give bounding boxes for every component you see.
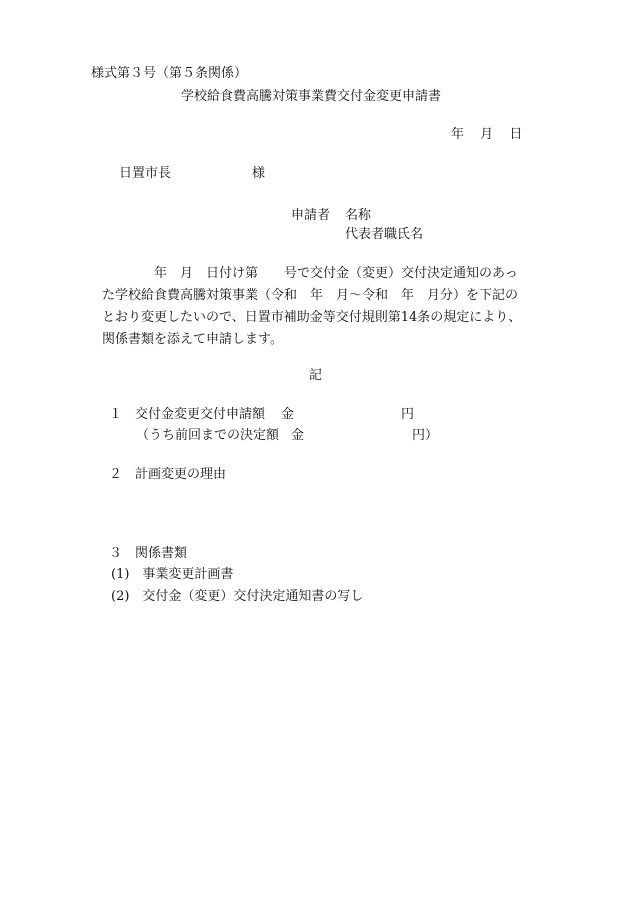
representative-label: 代表者職氏名 xyxy=(345,227,424,242)
form-number: 様式第３号（第５条関係） xyxy=(91,66,248,81)
ki-heading: 記 xyxy=(309,368,323,383)
date-year-label: 年 xyxy=(451,127,465,142)
addressee-honorific: 様 xyxy=(252,166,266,181)
item1-prior-yen-unit: 円） xyxy=(412,428,439,443)
item1-amount-label: 金 xyxy=(281,407,295,422)
item1-prior-decision-label: （うち前回までの決定額 xyxy=(136,428,280,443)
applicant-name-label: 名称 xyxy=(345,208,372,223)
addressee-name: 日置市長 xyxy=(119,166,172,181)
item1-yen-unit: 円 xyxy=(401,407,415,422)
body-line: 関係書類を添えて申請します。 xyxy=(102,332,283,347)
document-title: 学校給食費高騰対策事業費交付金変更申請書 xyxy=(181,89,442,104)
date-day-label: 日 xyxy=(509,127,523,142)
related-document-item: (2) 交付金（変更）交付決定通知書の写し xyxy=(111,589,364,604)
body-line: 年 月 日付け第 号で交付金（変更）交付決定通知のあっ xyxy=(102,266,518,281)
body-line: とおり変更したいので、日置市補助金等交付規則第14条の規定により、 xyxy=(102,310,522,325)
date-line xyxy=(451,127,522,143)
date-month-label: 月 xyxy=(480,127,494,142)
item1-prior-amount-label: 金 xyxy=(291,428,305,443)
item2-label: ２ 計画変更の理由 xyxy=(109,467,227,482)
item3-label: ３ 関係書類 xyxy=(109,546,188,561)
body-line: た学校給食費高騰対策事業（令和 年 月～令和 年 月分）を下記の xyxy=(102,288,519,303)
applicant-label: 申請者 xyxy=(291,208,331,223)
body-paragraph xyxy=(102,263,552,351)
item1-label: １ 交付金変更交付申請額 xyxy=(109,407,266,422)
related-document-item: (1) 事業変更計画書 xyxy=(111,567,234,582)
